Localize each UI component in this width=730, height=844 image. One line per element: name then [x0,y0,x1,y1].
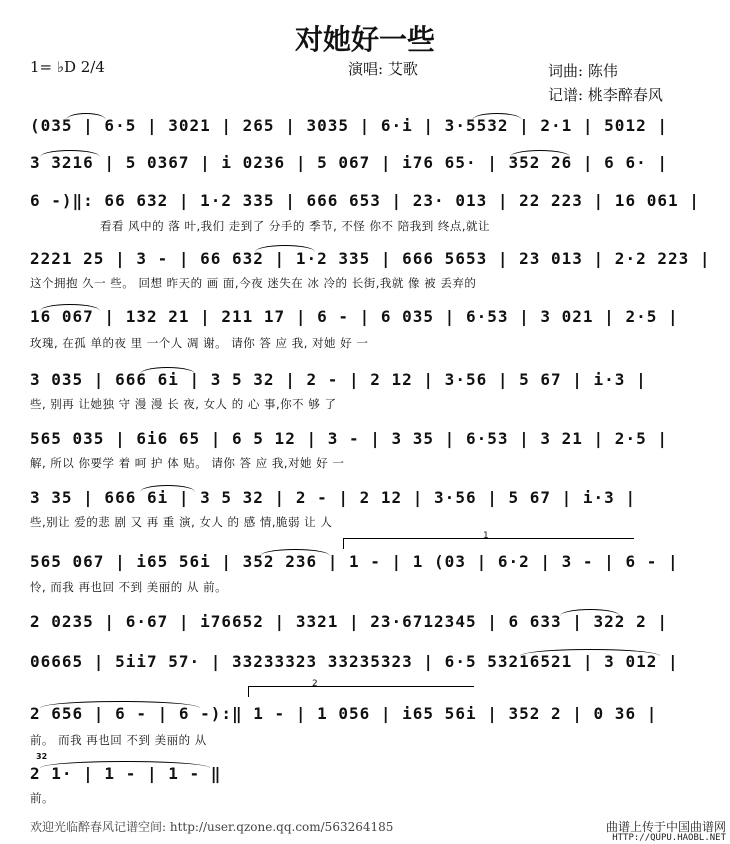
singer-credit: 演唱: 艾歌 [348,60,418,78]
lyric-row-6: 些, 别再 让她独 守 漫 漫 长 夜, 女人 的 心 事,你不 够 了 [30,397,337,411]
grace-note: 32 [36,752,48,761]
slur [40,150,100,157]
lyric-row-13: 前。 [30,791,54,805]
lyric-row-12: 前。 而我 再也回 不到 美丽的 从 [30,733,207,747]
slur [520,649,660,656]
score-row-8: 3 35 | 666 6i | 3 5 32 | 2 - | 2 12 | 3·56 | 5 67 | i·3 | [30,488,637,507]
slur [472,113,522,120]
lyric-row-8: 些,别让 爱的悲 剧 又 再 重 演, 女人 的 感 情,脆弱 让 人 [30,515,333,529]
slur [66,113,106,120]
slur [40,304,100,311]
slur [140,485,195,492]
score-row-1: (035 | 6·5 | 3021 | 265 | 3035 | 6·i | 3·5532 | 2·1 | 5012 | [30,116,668,135]
slur [510,150,570,157]
slur [260,549,330,556]
lyric-row-4: 这个拥抱 久一 些。 回想 昨天的 画 面,今夜 迷失在 冰 冷的 长街,我就 像 被 丢弃的 [30,276,477,290]
lyric-row-3: 看看 风中的 落 叶,我们 走到了 分手的 季节, 不怪 你不 陪我到 终点,就让 [100,219,491,233]
score-row-9: 565 067 | i65 56i | 352 236 | 1 - | 1 (03 | 6·2 | 3 - | 6 - | [30,552,679,571]
key-signature: 1= ♭D 2/4 [30,58,105,76]
watermark-url: HTTP://QUPU.HAOBL.NET [612,833,726,843]
transcriber-credit: 记谱: 桃李醉春风 [548,86,663,104]
score-row-13: 2 1· | 1 - | 1 - ‖ [30,764,222,783]
score-row-2: 3 3216 | 5 0367 | i 0236 | 5 067 | i76 65· | 352 26 | 6 6· | [30,153,668,172]
lyric-row-9: 怜, 而我 再也回 不到 美丽的 从 前。 [30,580,228,594]
score-row-6: 3 035 | 666 6i | 3 5 32 | 2 - | 2 12 | 3·56 | 5 67 | i·3 | [30,370,647,389]
song-title: 对她好一些 [294,23,435,56]
lyric-row-5: 玫瑰, 在孤 单的夜 里 一个人 凋 谢。 请你 答 应 我, 对她 好 一 [30,336,369,350]
first-ending-number: 1 [483,531,489,541]
slur [140,367,195,374]
score-row-5: 16 067 | 132 21 | 211 17 | 6 - | 6 035 | 6·53 | 3 021 | 2·5 | [30,307,679,326]
score-row-3: 6 -)‖: 66 632 | 1·2 335 | 666 653 | 23· 013 | 22 223 | 16 061 | [30,191,700,210]
slur [255,245,315,252]
slur [40,701,200,708]
watermark-title: 曲谱上传于中国曲谱网 [605,820,726,834]
second-ending-bracket [248,686,474,697]
score-row-4: 2221 25 | 3 - | 66 632 | 1·2 335 | 666 5653 | 23 013 | 2·2 223 | [30,249,711,268]
lyric-row-7: 解, 所以 你要学 着 呵 护 体 贴。 请你 答 应 我,对她 好 一 [30,456,345,470]
score-row-10: 2 0235 | 6·67 | i76652 | 3321 | 23·6712345 | 6 633 | 322 2 | [30,612,668,631]
score-row-7: 565 035 | 6i6 65 | 6 5 12 | 3 - | 3 35 | 6·53 | 3 21 | 2·5 | [30,429,668,448]
slur [40,761,210,768]
score-row-11: 06665 | 5ii7 57· | 33233323 33235323 | 6·5 53216521 | 3 012 | [30,652,679,671]
second-ending-number: 2 [312,679,318,689]
score-row-12: 2 656 | 6 - | 6 -):‖ 1 - | 1 056 | i65 56i | 352 2 | 0 36 | [30,704,658,723]
footer-credit: 欢迎光临醉春风记谱空间: http://user.qzone.qq.com/563264185 [30,820,394,834]
slur [560,609,620,616]
composer-credit: 词曲: 陈伟 [548,62,618,80]
